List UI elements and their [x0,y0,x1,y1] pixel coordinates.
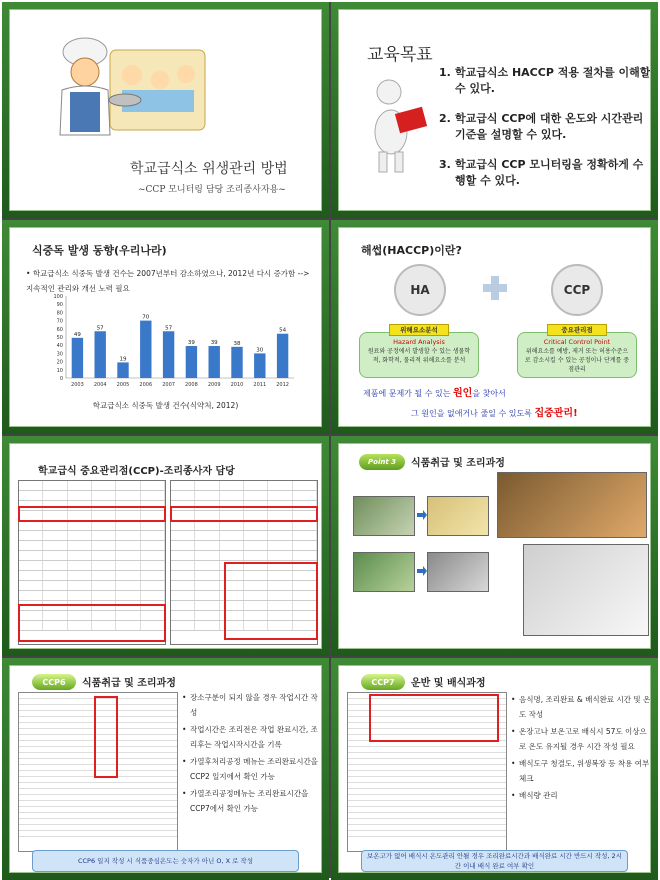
goal-item [439,65,651,97]
bar [231,347,242,378]
data-label: 49 [73,331,81,338]
slide-title-text: 학교급식소 위생관리 방법 [130,161,288,177]
photo-washing [353,552,415,592]
ccp6-bullet: • 작업시간은 조리전은 작업 완료시간, 조리후는 작업시작시간을 기록 [182,722,322,752]
line1-highlight: 원인 [453,388,473,399]
y-tick-label: 40 [56,343,63,350]
ccp7-bullet: • 배식량 관리 [511,788,651,803]
data-label: 39 [187,340,195,347]
slide-haccp-body [338,227,651,427]
trend-heading: 식중독 발생 동향(우리나라) [32,244,167,257]
slide-ccp7 [331,658,658,880]
outbreak-bar-chart [40,292,300,392]
slide-ccp-table-body [9,443,322,649]
slide-ccp6 [2,658,329,880]
bar [72,338,83,378]
cook-illustration [40,30,210,140]
x-tick-label: 2011 [253,382,267,388]
x-tick-label: 2009 [207,382,221,388]
hazard-analysis-box [359,332,479,378]
ccp6-badge: CCP6 [32,674,76,690]
ccp6-bullet: • 장소구분이 되지 않을 경우 작업시간 작성 [182,690,322,720]
y-tick-label: 100 [53,294,63,300]
ccp-box [517,332,637,378]
highlight-frame [94,696,118,778]
photo-frying [497,472,647,538]
goals-heading: 교육목표 [367,45,433,65]
slide-trend-body [9,227,322,427]
point-badge: Point 3 [359,454,405,470]
x-tick-label: 2004 [93,382,107,388]
x-tick-label: 2007 [162,382,175,388]
data-label: 57 [96,325,104,332]
ccp7-bullet: • 배식도구 청결도, 위생복장 등 착용 여부 체크 [511,756,651,786]
ccp-circle: CCP [551,264,603,316]
ccp7-bullet: • 온장고나 보온고로 배식시 57도 이상으로 온도 유지될 경우 시간 작성 필요 [511,724,651,754]
goal-item [439,157,651,189]
ha-circle: HA [394,264,446,316]
slide-goals [331,2,658,218]
slide-ccp-table [2,436,329,656]
ccp6-bullets [182,690,322,818]
arrow-right-icon [417,566,427,576]
photo-vegetables [353,496,415,536]
ccp6-footnote: CCP6 일지 작성 시 식품중심온도는 숫자가 아닌 O, X 로 작성 [32,850,299,872]
slide-ccp7-body [338,665,651,873]
ccp7-bullets [511,692,651,805]
photo-cook [523,544,649,636]
slide-title-body [9,9,322,211]
line1-text: 제품에 문제가 될 수 있는 [363,389,451,398]
data-label: 19 [119,356,127,363]
goal-text: 학교급식 CCP에 대한 온도와 시간관리 기준을 설명할 수 있다. [455,112,644,141]
goal-text: 학교급식소 HACCP 적용 절차를 이해할 수 있다. [455,66,651,95]
line2-text: 그 원인을 없애거나 줄일 수 있도록 [411,409,532,418]
data-label: 39 [210,340,218,347]
bar [254,353,265,378]
slide-title [2,2,329,218]
x-tick-label: 2003 [71,382,84,388]
slide-goals-body [338,9,651,211]
y-tick-label: 50 [56,335,63,341]
hazard-analysis-desc: 원료와 공정에서 발생할 수 있는 생물학적, 화학적, 물리적 위해요소를 분석 [367,348,471,364]
slide-photos-body [338,443,651,649]
haccp-heading: 해썹(HACCP)이란? [361,244,462,257]
y-tick-label: 70 [56,318,63,325]
ccp7-bullet-text: 온장고나 보온고로 배식시 57도 이상으로 온도 유지될 경우 시간 작성 필요 [519,727,647,751]
trend-bullet: • 학교급식소 식중독 발생 건수는 2007년부터 감소하였으나, 2012년 다시 증가함 --> 지속적인 관리와 개선 노력 필요 [26,269,310,293]
highlight-frame [170,506,318,522]
bar [277,334,288,378]
ccp7-badge: CCP7 [361,674,405,690]
goal-number: 1. [439,66,451,79]
ccp-table-heading: 학교급식 중요관리점(CCP)-조리종사자 담당 [38,466,235,477]
photo-thermometer [427,552,489,592]
ccp-en: Critical Control Point [543,338,611,346]
haccp-summary-line1 [363,384,506,399]
bar [95,331,106,378]
photos-heading: 식품취급 및 조리과정 [411,458,505,469]
plus-icon [481,274,509,302]
ccp-desc: 위해요소를 예방, 제거 또는 허용수준으로 감소시킬 수 있는 공정이나 단계를 중점관리 [524,348,630,373]
x-tick-label: 2006 [139,382,153,388]
data-label: 57 [165,325,173,332]
line2-highlight: 집중관리 [534,408,574,419]
slide-haccp [331,220,658,434]
bar [209,346,220,378]
ccp7-bullet-text: 음식명, 조리완료 & 배식완료 시간 및 온도 작성 [519,695,651,719]
goals-list [439,65,651,203]
x-tick-label: 2010 [230,382,244,388]
reading-figure-icon [361,74,431,174]
highlight-frame [18,506,166,522]
ccp6-bullet: • 가열조리공정메뉴는 조리완료시간을 CCP7에서 확인 가능 [182,786,322,816]
slide-grid [2,2,658,878]
y-tick-label: 30 [56,351,63,358]
ccp7-footnote: 보온고가 없어 배식시 온도관리 안될 경우 조리완료시간과 배식완료 시간 반드시 작성, 2시간 이내 배식 완료 여부 확인 [361,850,628,872]
ccp-tag: 중요관리점 [547,324,607,336]
bar [117,362,128,378]
highlight-frame [369,694,499,742]
ccp6-bullet-text: 장소구분이 되지 않을 경우 작업시간 작성 [190,693,318,717]
haccp-summary-line2 [411,404,578,419]
highlight-frame [224,562,318,640]
ccp6-bullet: • 가열후처리공정 메뉴는 조리완료시간을 CCP2 일지에서 확인 가능 [182,754,322,784]
bar [163,331,174,378]
data-label: 54 [279,327,287,334]
slide-trend [2,220,329,434]
y-tick-label: 20 [56,359,63,366]
ccp6-heading: 식품취급 및 조리과정 [82,678,176,689]
ccp7-heading: 운반 및 배식과정 [411,678,486,689]
chart-caption: 학교급식소 식중독 발생 건수(식약처, 2012) [92,401,239,410]
line1-tail: 을 찾아서 [472,389,506,398]
y-tick-label: 10 [56,367,63,374]
data-label: 70 [142,314,150,321]
data-label: 38 [233,340,241,347]
arrow-right-icon [417,510,427,520]
y-tick-label: 60 [56,326,63,333]
goal-number: 2. [439,112,451,125]
ccp7-bullet: • 음식명, 조리완료 & 배식완료 시간 및 온도 작성 [511,692,651,722]
x-tick-label: 2008 [185,382,198,388]
y-tick-label: 80 [56,310,63,317]
goal-item [439,111,651,143]
ccp7-bullet-text: 배식도구 청결도, 위생복장 등 착용 여부 체크 [519,759,650,783]
hazard-analysis-en: Hazard Analysis [393,338,445,346]
slide-food-handling-photos [331,436,658,656]
data-label: 30 [256,347,264,354]
ccp6-bullet-text: 가열조리공정메뉴는 조리완료시간을 CCP7에서 확인 가능 [190,789,309,813]
ccp7-bullet-text: 배식량 관리 [519,791,558,800]
goal-number: 3. [439,158,451,171]
slide-ccp6-body [9,665,322,873]
slide-subtitle-text: ~CCP 모니터링 담당 조리종사자용~ [138,185,286,195]
bar [140,321,151,378]
x-tick-label: 2005 [116,382,130,388]
line2-tail: ! [573,408,578,419]
ccp6-bullet-text: 가열후처리공정 메뉴는 조리완료시간을 CCP2 일지에서 확인 가능 [190,757,318,781]
photo-gloves [427,496,489,536]
x-tick-label: 2012 [276,382,289,388]
hazard-analysis-tag: 위해요소분석 [389,324,449,336]
ccp6-bullet-text: 작업시간은 조리전은 작업 완료시간, 조리후는 작업시작시간을 기록 [190,725,318,749]
y-tick-label: 0 [59,376,63,382]
y-tick-label: 90 [56,302,63,309]
bar [186,346,197,378]
trend-bullet-text: 학교급식소 식중독 발생 건수는 2007년부터 감소하였으나, 2012년 다시 증가함 --> 지속적인 관리와 개선 노력 필요 [26,269,310,293]
highlight-frame [18,604,166,642]
goal-text: 학교급식 CCP 모니터링을 정확하게 수행할 수 있다. [455,158,644,187]
